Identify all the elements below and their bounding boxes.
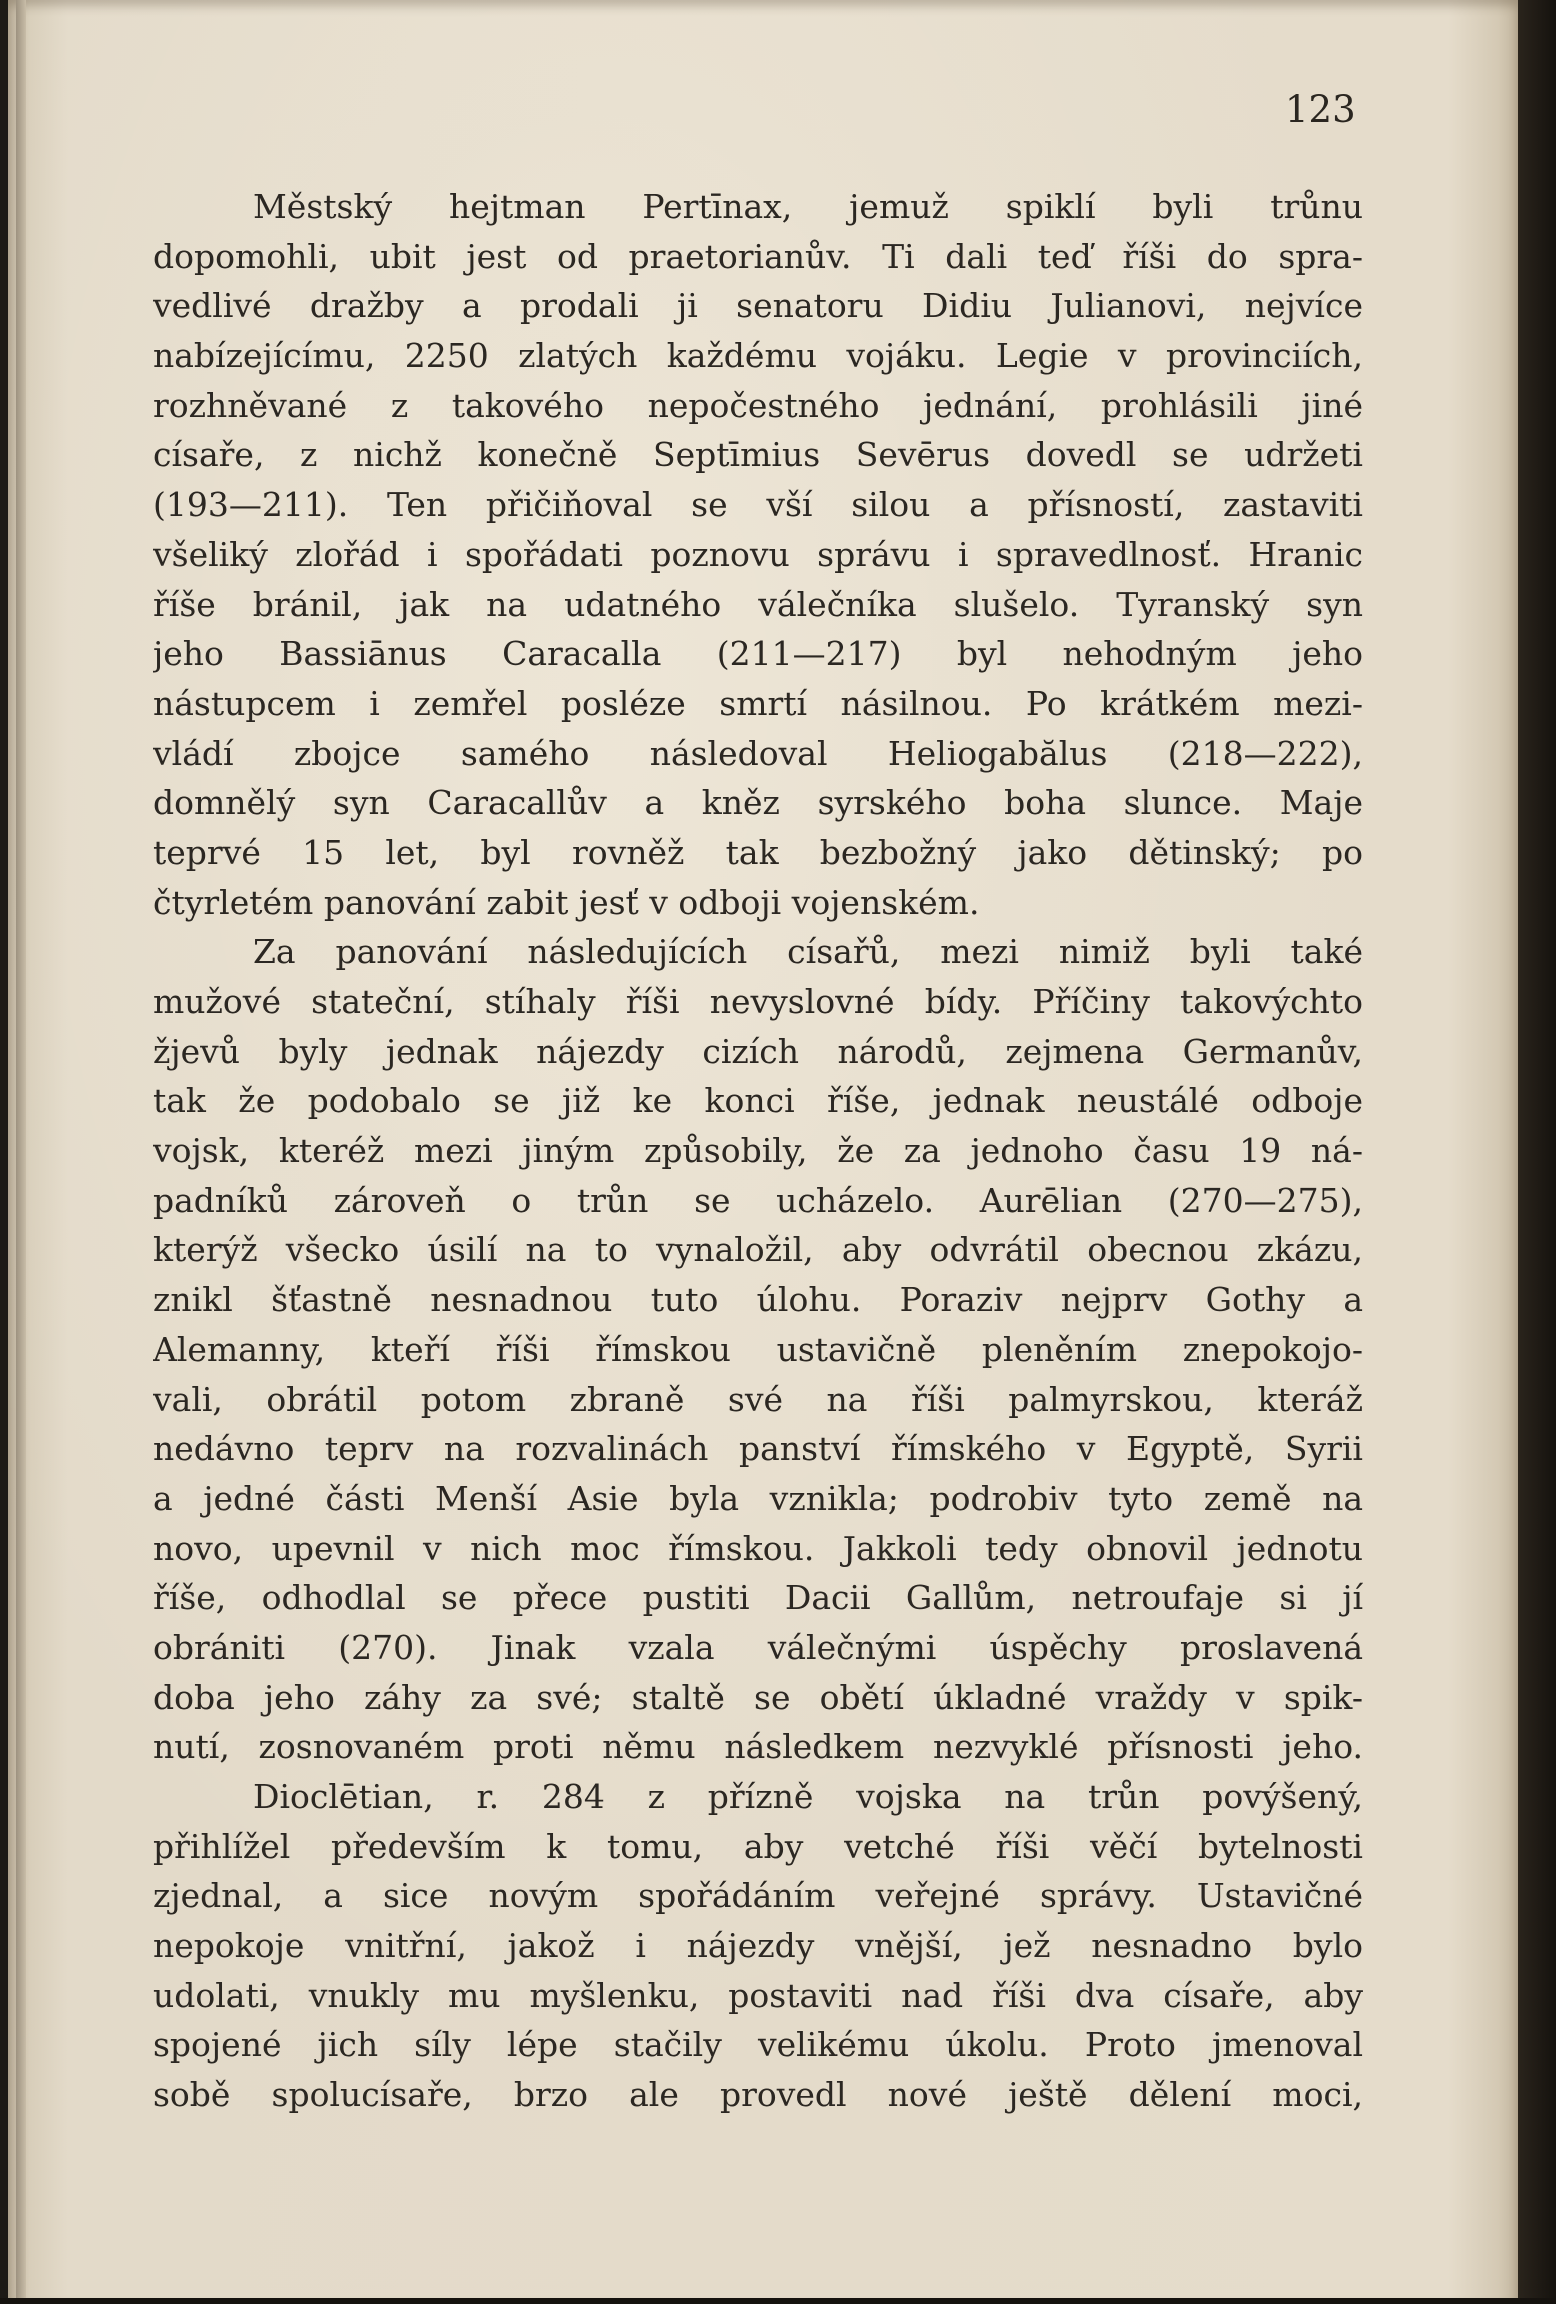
text-line: rozhněvané z takového nepočestného jednání, prohlásili jiné bbox=[153, 385, 1363, 425]
page-bottom-edge bbox=[0, 2298, 1556, 2304]
text-line: přihlížel především k tomu, aby vetché říši věčí bytelnosti bbox=[153, 1826, 1363, 1866]
text-line: mužové stateční, stíhaly říši nevyslovné bídy. Příčiny takovýchto bbox=[153, 982, 1363, 1021]
text-line: novo, upevnil v nich moc římskou. Jakkoli tedy obnovil jednotu bbox=[153, 1528, 1363, 1568]
text-line: vedlivé dražby a prodali ji senatoru Didiu Julianovi, nejvíce bbox=[153, 286, 1363, 326]
text-line: jeho Bassiānus Caracalla (211—217) byl nehodným jeho bbox=[153, 634, 1363, 674]
text-line: znikl šťastně nesnadnou tuto úlohu. Poraziv nejprv Gothy a bbox=[153, 1280, 1363, 1320]
text-line: sobě spolucísaře, brzo ale provedl nové ještě dělení moci, bbox=[153, 2075, 1363, 2115]
text-line: vojsk, kteréž mezi jiným způsobily, že za jednoho času 19 ná- bbox=[153, 1131, 1363, 1171]
text-line: čtyrletém panování zabit jesť v odboji vojenském. bbox=[153, 882, 980, 922]
page-spine-shadow bbox=[16, 0, 26, 2300]
text-line: žjevů byly jednak nájezdy cizích národů, zejmena Germanův, bbox=[153, 1031, 1363, 1071]
page-edge-dark bbox=[1518, 0, 1556, 2304]
text-line: spojené jich síly lépe stačily velikému úkolu. Proto jmenoval bbox=[153, 2025, 1363, 2065]
text-line: Dioclētian, r. 284 z přízně vojska na trůn povýšený, bbox=[253, 1777, 1363, 1816]
text-line: dopomohli, ubit jest od praetorianův. Ti dali teď říši do spra- bbox=[153, 236, 1363, 276]
text-line: padníků zároveň o trůn se ucházelo. Aurēlian (270—275), bbox=[153, 1180, 1363, 1220]
text-line: nutí, zosnovaném proti němu následkem nezvyklé přísnosti jeho. bbox=[153, 1727, 1363, 1767]
text-line: obrániti (270). Jinak vzala válečnými úspěchy proslavená bbox=[153, 1627, 1363, 1667]
text-line: domnělý syn Caracallův a kněz syrského boha slunce. Maje bbox=[153, 783, 1363, 823]
text-line: říše bránil, jak na udatného válečníka slušelo. Tyranský syn bbox=[153, 584, 1363, 624]
text-line: (193—211). Ten přičiňoval se vší silou a přísností, zastaviti bbox=[153, 485, 1363, 525]
text-line: udolati, vnukly mu myšlenku, postaviti nad říši dva císaře, aby bbox=[153, 1975, 1363, 2015]
text-line: a jedné části Menší Asie byla vznikla; podrobiv tyto země na bbox=[153, 1478, 1363, 1518]
text-line: kterýž všecko úsilí na to vynaložil, aby odvrátil obecnou zkázu, bbox=[153, 1230, 1363, 1270]
text-line: říše, odhodlal se přece pustiti Dacii Gallům, netroufaje si jí bbox=[153, 1578, 1363, 1618]
text-line: teprvé 15 let, byl rovněž tak bezbožný jako dětinský; po bbox=[153, 832, 1363, 872]
text-line: zjednal, a sice novým spořádáním veřejné správy. Ustavičné bbox=[153, 1876, 1363, 1916]
text-line: vali, obrátil potom zbraně své na říši palmyrskou, kteráž bbox=[153, 1379, 1363, 1419]
text-line: císaře, z nichž konečně Septīmius Sevērus dovedl se udržeti bbox=[153, 435, 1363, 475]
text-line: nedávno teprv na rozvalinách panství římského v Egyptě, Syrii bbox=[153, 1429, 1363, 1469]
text-line: Alemanny, kteří říši římskou ustavičně pleněním znepokojo- bbox=[153, 1329, 1363, 1369]
page-number: 123 bbox=[1285, 88, 1356, 131]
body-text bbox=[153, 182, 1363, 2120]
text-line: nepokoje vnitřní, jakož i nájezdy vnější, jež nesnadno bylo bbox=[153, 1926, 1363, 1966]
text-line: Městský hejtman Pertīnax, jemuž spiklí byli trůnu bbox=[253, 187, 1363, 226]
text-line: Za panování následujících císařů, mezi nimiž byli také bbox=[253, 932, 1363, 972]
text-line: vládí zbojce samého následoval Heliogabălus (218—222), bbox=[153, 733, 1363, 773]
text-line: všeliký zlořád i spořádati poznovu správu i spravedlnosť. Hranic bbox=[153, 534, 1363, 574]
text-line: nabízejícímu, 2250 zlatých každému vojáku. Legie v provinciích, bbox=[153, 336, 1363, 376]
text-line: doba jeho záhy za své; staltě se obětí úkladné vraždy v spik- bbox=[153, 1677, 1363, 1717]
text-line: nástupcem i zemřel posléze smrtí násilnou. Po krátkém mezi- bbox=[153, 683, 1363, 723]
text-line: tak že podobalo se již ke konci říše, jednak neustálé odboje bbox=[153, 1081, 1363, 1121]
